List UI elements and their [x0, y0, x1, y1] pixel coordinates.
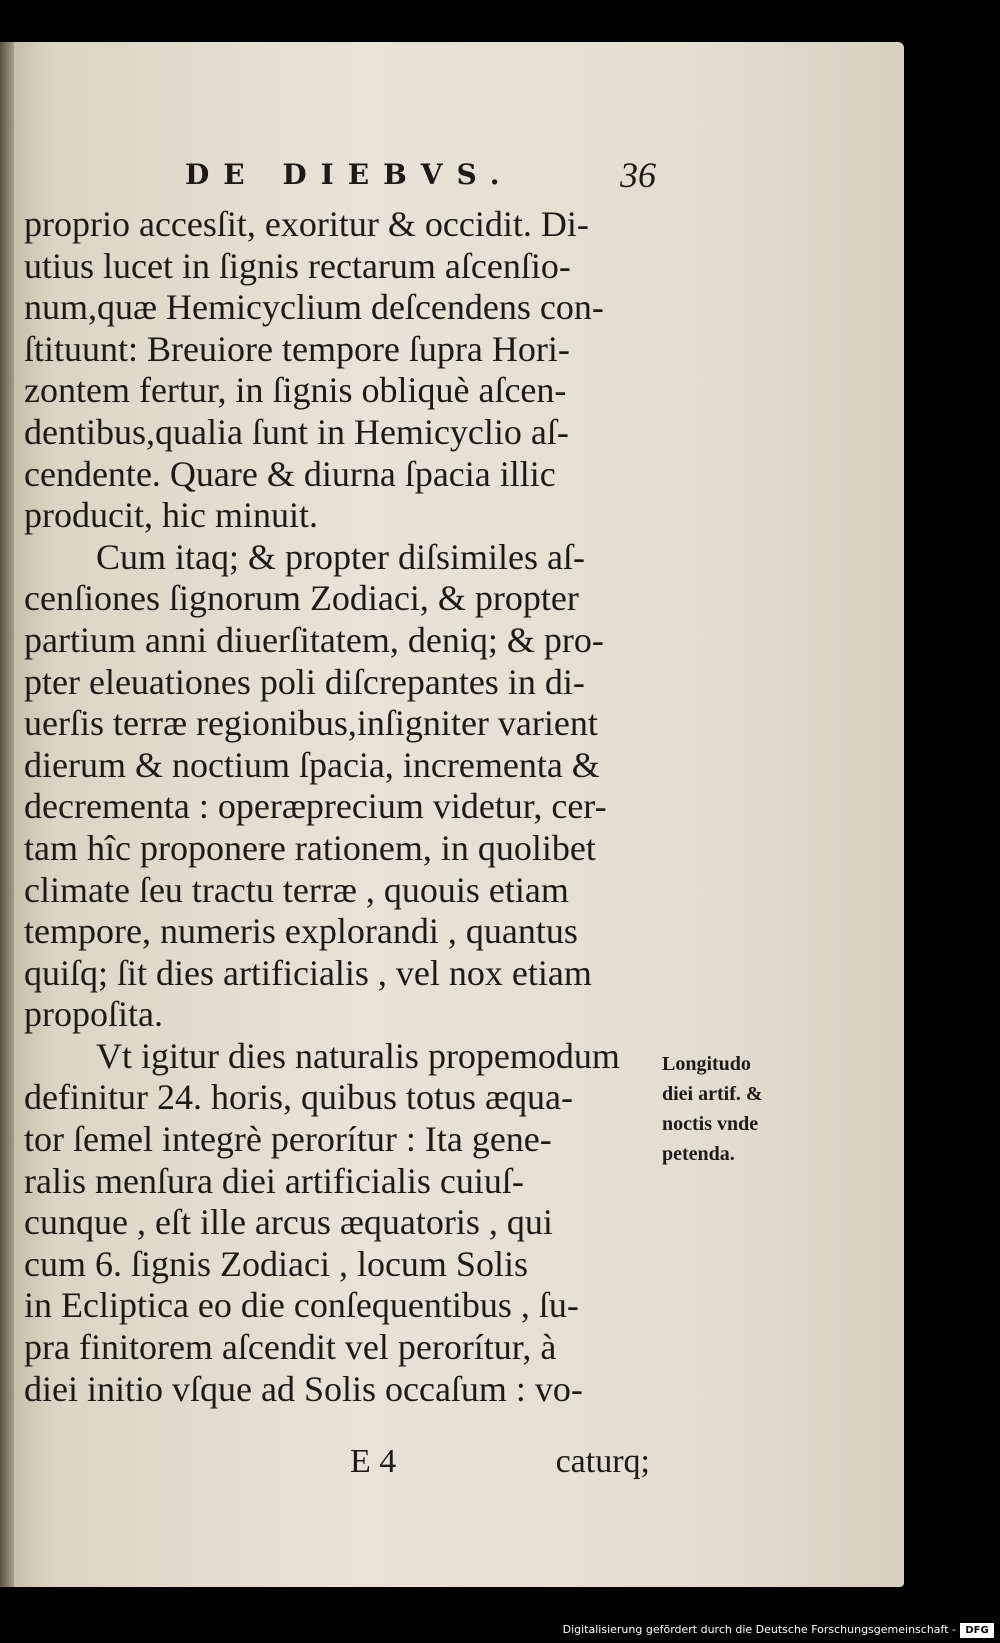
text-line: climate ſeu tractu terræ , quouis etiam [24, 869, 569, 910]
text-line: in Ecliptica eo die conſequentibus , ſu- [24, 1285, 579, 1326]
page-number: 36 [620, 155, 656, 195]
text-line: Cum itaq; & propter diſsimiles aſ- [96, 536, 585, 577]
running-head: DE DIEBVS. [185, 158, 514, 191]
marginal-note [662, 1049, 812, 1169]
main-text [24, 204, 660, 1410]
text-line: partium anni diuerſitatem, deniq; & pro- [24, 619, 604, 660]
text-line: num,quæ Hemicyclium deſcendens con- [24, 287, 604, 328]
marginal-note-line: Longitudo [662, 1053, 751, 1075]
text-line: cum 6. ſignis Zodiaci , locum Solis [24, 1243, 528, 1284]
text-line: decrementa : operæprecium videtur, cer- [24, 786, 607, 827]
text-line: tam hîc proponere rationem, in quolibet [24, 827, 596, 868]
dfg-logo: DFG [960, 1623, 994, 1638]
text-line: tempore, numeris explorandi , quantus [24, 911, 578, 952]
text-line: utius lucet in ſignis rectarum aſcenſio- [24, 245, 571, 286]
text-line: tor ſemel integrè perorítur : Ita gene- [24, 1119, 552, 1160]
text-line: cendente. Quare & diurna ſpacia illic [24, 453, 556, 494]
text-line: zontem fertur, in ſignis obliquè aſcen- [24, 370, 567, 411]
page-foot [350, 1443, 650, 1483]
catchword: caturq; [555, 1443, 650, 1480]
text-line: diei initio vſque ad Solis occaſum : vo- [24, 1368, 583, 1409]
page-header [0, 154, 904, 194]
text-line: Vt igitur dies naturalis propemodum [96, 1035, 620, 1076]
text-line: producit, hic minuit. [24, 495, 318, 536]
text-line: ſtituunt: Breuiore tempore ſupra Hori- [24, 328, 570, 369]
text-line: pter eleuationes poli diſcrepantes in di- [24, 661, 585, 702]
marginal-note-line: diei artif. & [662, 1083, 763, 1105]
text-line: ralis menſura diei artificialis cuiuſ- [24, 1160, 524, 1201]
funding-credit: Digitalisierung gefördert durch die Deutsche Forschungsgemeinschaft - [562, 1623, 956, 1636]
text-line: cenſiones ſignorum Zodiaci, & propter [24, 578, 579, 619]
text-line: uerſis terræ regionibus,inſigniter varient [24, 703, 598, 744]
text-line: quiſq; ſit dies artificialis , vel nox etiam [24, 952, 592, 993]
marginal-note-line: petenda. [662, 1143, 735, 1165]
text-line: pra finitorem aſcendit vel perorítur, à [24, 1327, 557, 1368]
text-line: propoſita. [24, 994, 163, 1035]
text-line: dierum & noctium ſpacia, incrementa & [24, 744, 600, 785]
text-line: definitur 24. horis, quibus totus æqua- [24, 1077, 573, 1118]
text-line: proprio accesſit, exoritur & occidit. Di- [24, 204, 589, 244]
signature-mark: E 4 [350, 1443, 397, 1480]
text-line: dentibus,qualia ſunt in Hemicyclio aſ- [24, 411, 569, 452]
book-page [0, 42, 904, 1587]
marginal-note-line: noctis vnde [662, 1113, 759, 1135]
digitization-footer [0, 1620, 1000, 1643]
text-line: cunque , eſt ille arcus æquatoris , qui [24, 1202, 553, 1243]
